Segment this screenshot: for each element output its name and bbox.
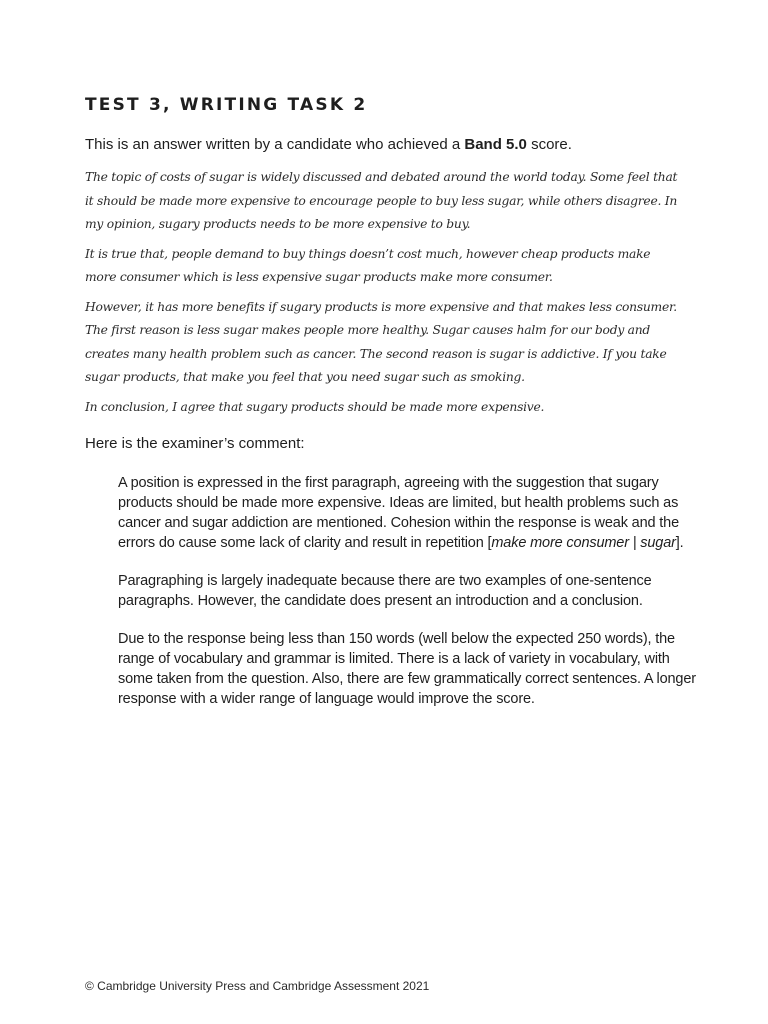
essay-paragraph-2: It is true that, people demand to buy things doesn’t cost much, however cheap products make more consumer which is less expensive sugar products make more consumer. <box>85 246 651 284</box>
intro-text <box>85 136 572 154</box>
page-title: TEST 3, WRITING TASK 2 <box>85 95 368 115</box>
intro-after: score. <box>526 136 572 153</box>
comment-1-example: make more consumer | sugar <box>491 535 676 551</box>
essay-paragraph-4: In conclusion, I agree that sugary products should be made more expensive. <box>85 399 545 414</box>
band-score: Band 5.0 <box>464 136 527 153</box>
essay-paragraph-1: The topic of costs of sugar is widely discussed and debated around the world today. Some feel that it should be made more expensive to encourage people to buy less sugar, while others disagree. In my opinion, sugary products needs to be more expensive to buy. <box>85 170 678 231</box>
comment-1-text: A position is expressed in the first paragraph, agreeing with the suggestion that sugary products should be made more expensive. Ideas are limited, but health problems such as cancer and sugar addiction are mentioned. Cohesion within the response is weak and the errors do cause some lack of clarity and result in repetition [ <box>118 475 680 551</box>
comment-1-end: ]. <box>675 535 684 551</box>
examiner-comments <box>118 473 698 727</box>
comment-paragraph-3: Due to the response being less than 150 words (well below the expected 250 words), the range of vocabulary and grammar is limited. There is a lack of variety in vocabulary, with some taken from the question. Also, there are few grammatically correct sentences. A longer response with a wider range of language would improve the score. <box>118 631 696 707</box>
copyright-footer: © Cambridge University Press and Cambridge Assessment 2021 <box>85 979 430 993</box>
comment-paragraph-1 <box>118 473 698 553</box>
candidate-essay <box>85 166 685 425</box>
comment-paragraph-2: Paragraphing is largely inadequate because there are two examples of one-sentence paragraphs. However, the candidate does present an introduction and a conclusion. <box>118 573 652 609</box>
examiner-comment-heading: Here is the examiner’s comment: <box>85 435 305 452</box>
intro-before: This is an answer written by a candidate who achieved a <box>85 136 465 153</box>
essay-paragraph-3: However, it has more benefits if sugary products is more expensive and that makes less consumer. The first reason is less sugar makes people more healthy. Sugar causes halm for our body and creates many health problem such as cancer. The second reason is sugar is addictive. If you take sugar products, that make you feel that you need sugar such as smoking. <box>85 299 677 384</box>
